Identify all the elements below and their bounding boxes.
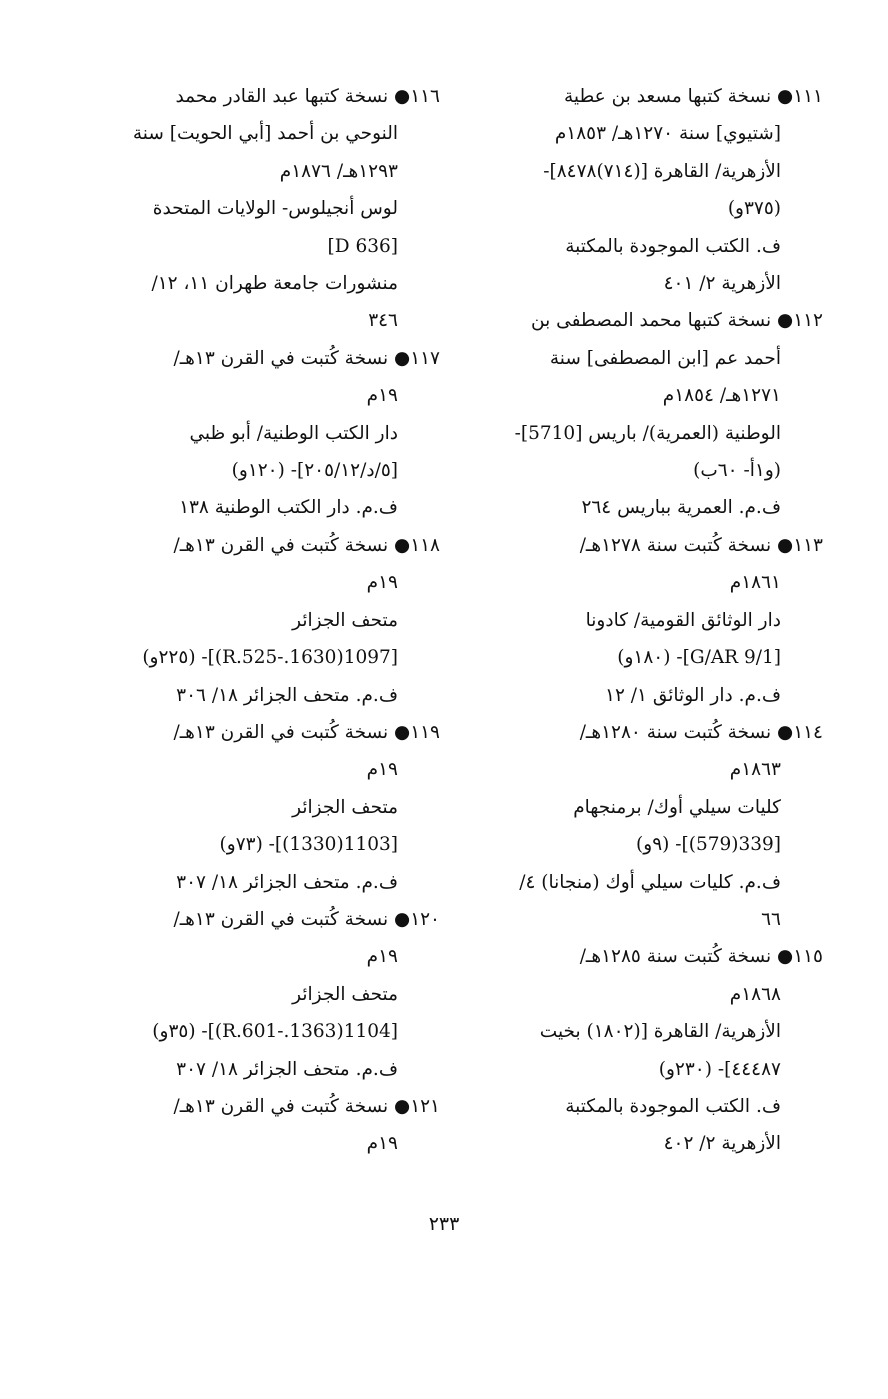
catalog-entry — [478, 714, 823, 938]
entry-line: ف.م. متحف الجزائر ١٨/ ٣٠٧ — [176, 871, 398, 893]
entry-line: ١٩م — [366, 1133, 398, 1155]
entry-line: متحف الجزائر — [292, 983, 398, 1005]
left-column — [100, 78, 440, 1163]
entry-line: منشورات جامعة طهران ١١، ١٢/ — [151, 273, 398, 295]
entry-line: [1097(1630.-R.525)]- (٢٢٥و) — [142, 647, 398, 669]
entry-line: [1103(1330)]- (٧٣و) — [219, 834, 398, 856]
entry-line: ف.م. كليات سيلي أوك (منجانا) ٤/ — [519, 871, 781, 893]
catalog-entry — [100, 1088, 440, 1163]
entry-line: الوطنية (العمرية)/ باريس [5710]- — [514, 422, 781, 444]
entry-line: النوحي بن أحمد [أبي الحويت] سنة — [132, 123, 398, 145]
entry-line: ف. الكتب الموجودة بالمكتبة — [565, 235, 781, 257]
catalog-entry — [478, 78, 823, 302]
entry-line: [339(579)]- (٩و) — [636, 834, 781, 856]
entry-line: ف.م. متحف الجزائر ١٨/ ٣٠٧ — [176, 1058, 398, 1080]
page-number: ٢٣٣ — [428, 1213, 460, 1235]
entry-heading-line: ١١٧● نسخة كُتبت في القرن ١٣هـ/ — [173, 347, 440, 369]
entry-heading-line: ١١٤● نسخة كُتبت سنة ١٢٨٠هـ/ — [579, 721, 823, 743]
entry-line: كليات سيلي أوك/ برمنجهام — [573, 796, 781, 818]
entry-line: (٣٧٥و) — [727, 198, 781, 220]
entry-line: ١٩م — [366, 572, 398, 594]
entry-line: ١٨٦٨م — [729, 983, 781, 1005]
entry-line: ف.م. دار الكتب الوطنية ١٣٨ — [179, 497, 398, 519]
entry-line: لوس أنجيلوس- الولايات المتحدة — [152, 198, 398, 220]
catalog-entry — [100, 527, 440, 714]
entry-line: ف. الكتب الموجودة بالمكتبة — [565, 1095, 781, 1117]
catalog-entry — [478, 302, 823, 526]
catalog-entry — [100, 78, 440, 340]
entry-heading-line: ١١٢● نسخة كتبها محمد المصطفى بن — [531, 310, 823, 332]
entry-heading-line: ١١٨● نسخة كُتبت في القرن ١٣هـ/ — [173, 534, 440, 556]
entry-line: أحمد عم [ابن المصطفى] سنة — [549, 347, 781, 369]
entry-line: ١٢٧١هـ/ ١٨٥٤م — [662, 385, 781, 407]
catalog-entry — [478, 527, 823, 714]
catalog-entry — [100, 901, 440, 1088]
entry-line: الأزهرية/ القاهرة [(٧١٤)٨٤٧٨]- — [543, 160, 781, 182]
entry-line: ١٨٦١م — [729, 572, 781, 594]
catalog-entry — [478, 938, 823, 1162]
entry-line: [D 636] — [327, 235, 398, 257]
entry-line: ١٢٩٣هـ/ ١٨٧٦م — [279, 160, 398, 182]
entry-line: الأزهرية/ القاهرة [(١٨٠٢) بخيت — [539, 1021, 781, 1043]
entry-heading-line: ١١١● نسخة كتبها مسعد بن عطية — [563, 86, 823, 107]
entry-heading-line: ١١٥● نسخة كُتبت سنة ١٢٨٥هـ/ — [579, 946, 823, 968]
entry-line: [G/AR 9/1]- (١٨٠و) — [617, 647, 781, 669]
catalog-entry — [100, 340, 440, 527]
entry-line: متحف الجزائر — [292, 796, 398, 818]
entry-line: ف.م. دار الوثائق ١/ ١٢ — [605, 684, 781, 706]
entry-line: ١٩م — [366, 385, 398, 407]
entry-heading-line: ١١٦● نسخة كتبها عبد القادر محمد — [175, 86, 440, 107]
right-column — [478, 78, 823, 1163]
catalog-entry — [100, 714, 440, 901]
entry-line: ٣٤٦ — [368, 310, 398, 332]
entry-line: [٥/د/٢٠٥/١٢]- (١٢٠و) — [231, 460, 398, 482]
entry-line: الأزهرية ٢/ ٤٠٢ — [663, 1133, 781, 1155]
entry-line: ف.م. العمرية بباريس ٢٦٤ — [581, 497, 781, 519]
entry-line: متحف الجزائر — [292, 609, 398, 631]
entry-line: ف.م. متحف الجزائر ١٨/ ٣٠٦ — [176, 684, 398, 706]
entry-line: الأزهرية ٢/ ٤٠١ — [663, 273, 781, 295]
entry-line: ١٨٦٣م — [729, 759, 781, 781]
entry-heading-line: ١٢١● نسخة كُتبت في القرن ١٣هـ/ — [173, 1095, 440, 1117]
entry-line: ١٩م — [366, 759, 398, 781]
entry-line: ٤٤٤٨٧]- (٢٣٠و) — [658, 1058, 781, 1080]
entry-heading-line: ١١٩● نسخة كُتبت في القرن ١٣هـ/ — [173, 721, 440, 743]
entry-line: [شتيوي] سنة ١٢٧٠هـ/ ١٨٥٣م — [554, 123, 781, 145]
entry-heading-line: ١٢٠● نسخة كُتبت في القرن ١٣هـ/ — [173, 908, 440, 930]
entry-line: دار الكتب الوطنية/ أبو ظبي — [189, 422, 398, 444]
entry-line: (و١أ- ٦٠ب) — [693, 460, 781, 482]
entry-line: ١٩م — [366, 946, 398, 968]
entry-line: ٦٦ — [761, 908, 781, 930]
entry-heading-line: ١١٣● نسخة كُتبت سنة ١٢٧٨هـ/ — [579, 534, 823, 556]
entry-line: [1104(1363.-R.601)]- (٣٥و) — [152, 1021, 398, 1043]
entry-line: دار الوثائق القومية/ كادونا — [585, 609, 781, 631]
